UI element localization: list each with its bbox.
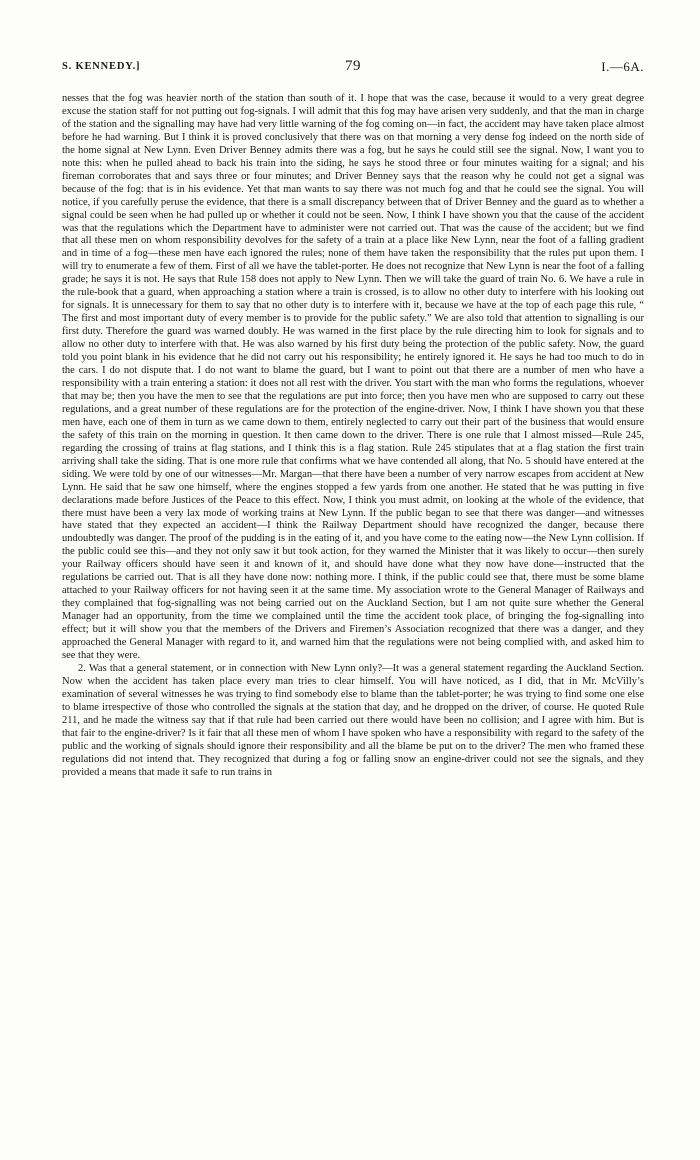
document-reference: I.—6A. bbox=[601, 59, 644, 74]
body-text bbox=[62, 93, 644, 780]
running-head bbox=[62, 58, 644, 78]
paragraph: nesses that the fog was heavier north of the station than south of it. I hope that was the case, because it would to a very great degree excuse the station staff for not putting out fog-signals. I will admit that this fog may have arisen very suddenly, and that the man in charge of the station and the signalling may have had very little warning of the fog coming on—in fact, the accident may have taken place almost before he had warning. But I think it is proved conclusively that there was on that morning a very dense fog indeed on the north side of the home signal at New Lynn. Even Driver Benney admits there was a fog, but he says he could still see the signal. Now, I want you to note this: when he pulled ahead to back his train into the siding, he says he stood three or four minutes waiting for a signal; and his fireman corroborates that and says three or four minutes; and Driver Benney says that the reason why he could not get a signal was because of the fog: that is in his evidence. Yet that man wants to say there was not much fog and that he could see the signal. You will notice, if you carefully peruse the evidence, that there is a small discrepancy between that of Driver Benney and the guard as to whether a signal could be seen when he had pulled up or whether it could not be seen. Now, I think I have shown you that the cause of the accident was that the regulations which the Department have to administer were not carried out. That was the cause of the accident; but we find that all these men on whom responsibility devolves for the safety of a train at a place like New Lynn, near the foot of a falling gradient and in time of a fog—these men have each ignored the rules; none of them have taken the responsibility that the rules put upon them. I will try to enumerate a few of them. First of all we have the tablet-porter. He does not recognize that New Lynn is near the foot of a falling grade; he says it is not. He says that Rule 158 does not apply to New Lynn. Then we will take the guard of train No. 6. We have a rule in the rule-book that a guard, when approaching a station where a train is crossed, is to allow no other duty to interfere with his looking out for signals. It is unnecessary for them to say that no other duty is to interfere with it, because we have at the top of each page this rule, “ The first and most important duty of every member is to provide for the public safety.” We are also told that attention to signalling is our first duty. Therefore the guard was warned doubly. He was warned in the first place by the rule directing him to look for signals and to allow no other duty to interfere with that. He was also warned by his first duty being the protection of the public safety. Now, the guard told you point blank in his evidence that he did not carry out his responsibility; he entirely ignored it. He says he had too much to do in the cars. I do not dispute that. I do not want to blame the guard, but I want to point out that there are a number of men who have a responsibility with a train entering a station: it does not all rest with the driver. You start with the man who forms the regulations, whoever that may be; then you have the men to see that the regulations are put into force; then you have men who are supposed to carry out these regulations, and a great number of these regulations are for the protection of the engine-driver. Now, I think I have shown you that these men have, each one of them in turn as we came down to them, entirely neglected to carry out their part of the business that would ensure the safety of this train on the morning in question. It then came down to the driver. There is one rule that I almost missed—Rule 245, regarding the crossing of trains at flag stations, and I think this is a flag station. Rule 245 stipulates that at a flag station the first train arriving shall take the siding. That is one more rule that confirms what we have contended all along, that No. 5 should have entered at the siding. We were told by one of our witnesses—Mr. Margan—that there have been a number of very narrow escapes from accident at New Lynn. He said that he saw one himself, where the engines stopped a few yards from one another. He stated that he was putting in five declarations made before Justices of the Peace to this effect. Now, I think you must admit, on looking at the whole of the evidence, that there must have been a very lax mode of working trains at New Lynn. If the public began to see that there was danger—and witnesses have stated that they expected an accident—I think the Railway Department should have recognized the danger, because there undoubtedly was danger. The proof of the pudding is in the eating of it, and you have come to the eating now—the New Lynn collision. If the public could see this—and they not only saw it but took action, for they warned the Minister that it was likely to occur—then surely your Railway officers should have seen it and known of it, and should have done what they now have done—instructed that the regulations be carried out. That is all they have done now: nothing more. I think, if the public could see that, there must be some blame attached to your Railway officers for not having seen it at the same time. My association wrote to the General Manager of Railways and they complained that fog-signalling was not being carried out on the Auckland Section, but I am not quite sure whether the General Manager had an opportunity, from the time we complained until the time the accident took place, of bringing the fog-signalling into effect; but it will show you that the members of the Drivers and Firemen’s Association recognized that there was a danger, and they approached the General Manager with regard to it, and warned him that the regulations were not being complied with, and asked him to see that they were. bbox=[62, 93, 644, 661]
paragraph-numbered: 2. Was that a general statement, or in connection with New Lynn only?—It was a general statement regarding the Auckland Section. Now when the accident has taken place every man tries to clear himself. You will have noticed, as I did, that in Mr. McVilly’s examination of several witnesses he was trying to find somebody else to blame than the tablet-porter; he was trying to find some one else to blame irrespective of those who controlled the signals at the station that day, and he dropped on the driver, of course. He quoted Rule 211, and he made the witness say that if that rule had been carried out there would have been no collision; and I agree with him. But is that fair to the engine-driver? Is it fair that all these men of whom I have spoken who have a responsibility with regard to the safety of the public and the working of signals should ignore their responsibility and all the blame be put on to the driver? The men who framed these regulations did not intend that. They recognized that during a fog or falling snow an engine-driver could not see the signals, and they provided a means that made it safe to run trains in bbox=[62, 662, 644, 778]
header-author: S. KENNEDY.] bbox=[62, 61, 141, 72]
page-number: 79 bbox=[345, 58, 361, 74]
